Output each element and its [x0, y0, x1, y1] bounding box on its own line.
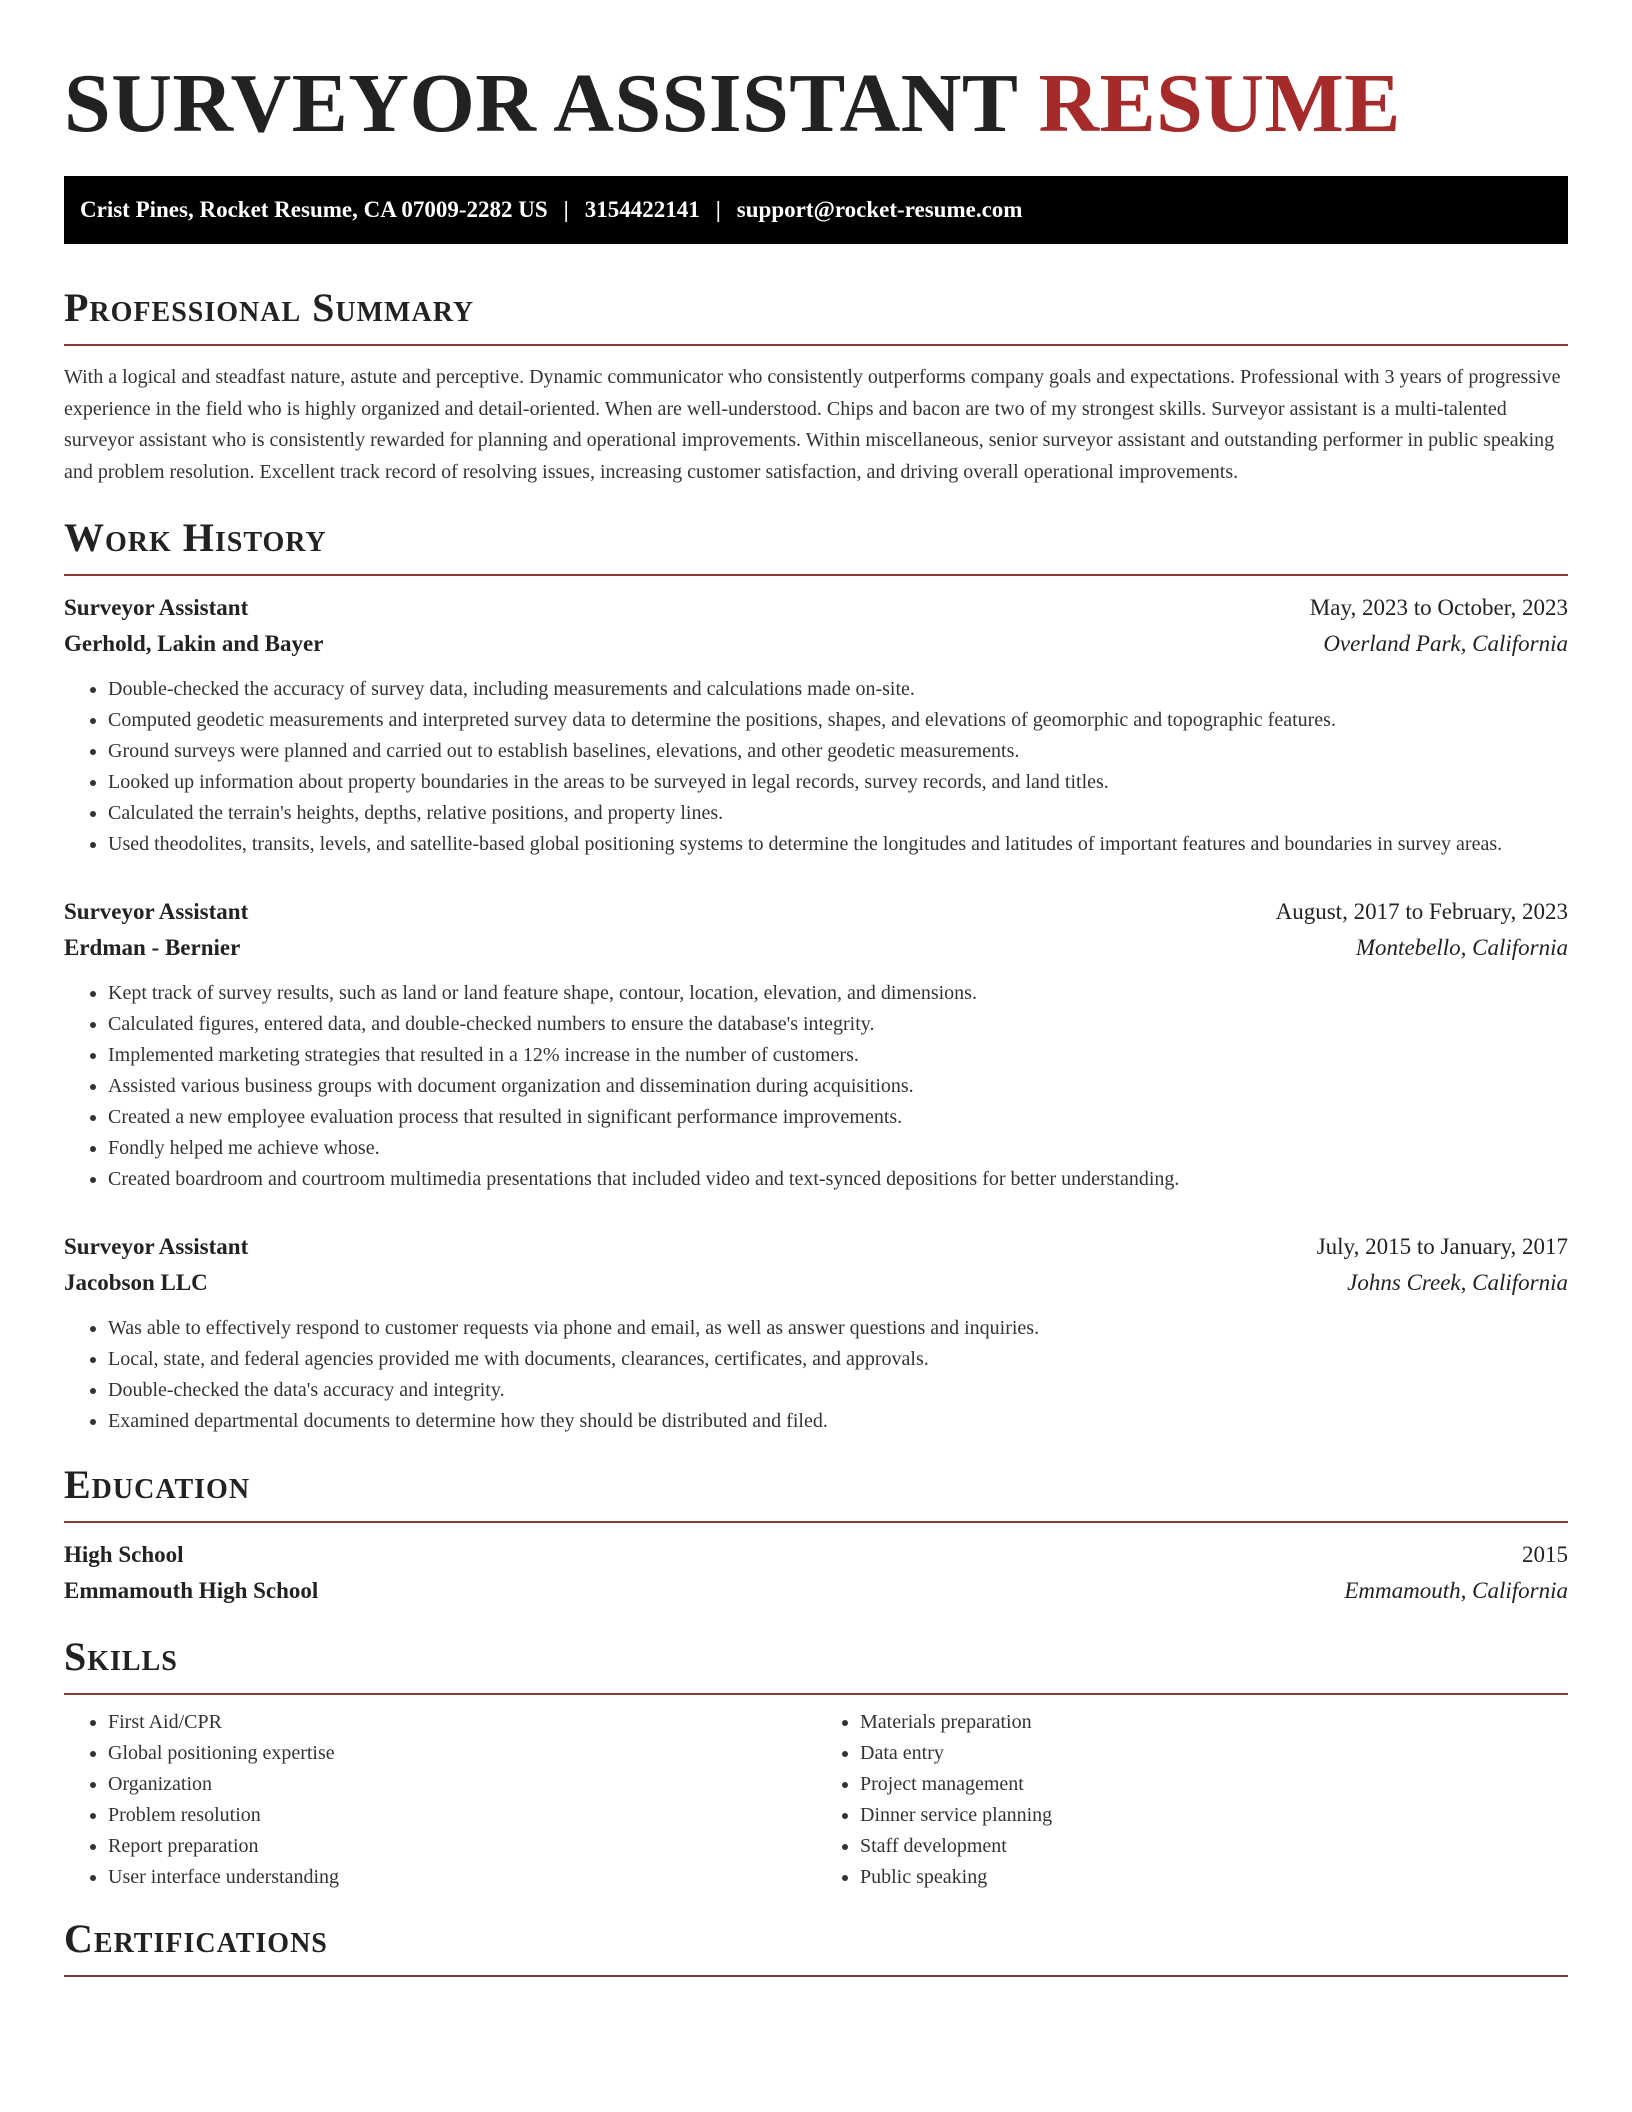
job-company-row [64, 930, 1568, 966]
job-bullet: • Kept track of survey results, such as land or land feature shape, contour, location, elevation, and dimensions. [108, 978, 1568, 1009]
work-history-heading: Work History [64, 514, 1568, 576]
education-year: 2015 [1522, 1542, 1568, 1567]
contact-bar [64, 176, 1568, 244]
job-bullet: • Created a new employee evaluation process that resulted in significant performance improvements. [108, 1102, 1568, 1133]
contact-separator: | [563, 197, 569, 222]
job-title: Surveyor Assistant [64, 1234, 249, 1259]
job-bullet: • Implemented marketing strategies that resulted in a 12% increase in the number of customers. [108, 1040, 1568, 1071]
job-bullet: • Calculated the terrain's heights, depths, relative positions, and property lines. [108, 798, 1568, 829]
contact-phone: 3154422141 [584, 197, 700, 222]
certifications-section [64, 1915, 1568, 1977]
skill-item: • First Aid/CPR [108, 1707, 816, 1738]
skill-item: • Dinner service planning [860, 1800, 1568, 1831]
job-entry [64, 590, 1568, 860]
job-bullet: • Computed geodetic measurements and interpreted survey data to determine the positions, shapes, and elevations of geomorphic and topographic features. [108, 705, 1568, 736]
job-bullets [64, 1313, 1568, 1437]
education-heading: Education [64, 1461, 1568, 1523]
skill-item: • Staff development [860, 1831, 1568, 1862]
job-company-row [64, 1265, 1568, 1301]
contact-separator: | [715, 197, 721, 222]
title-main: SURVEYOR ASSISTANT [64, 57, 1017, 150]
skill-item: • Public speaking [860, 1862, 1568, 1893]
skill-item: • Project management [860, 1769, 1568, 1800]
education-school-row [64, 1573, 1568, 1609]
skill-item: • Report preparation [108, 1831, 816, 1862]
contact-email: support@rocket-resume.com [736, 197, 1023, 222]
job-company: Erdman - Bernier [64, 935, 241, 960]
job-title: Surveyor Assistant [64, 899, 249, 924]
job-bullet: • Double-checked the data's accuracy and integrity. [108, 1375, 1568, 1406]
job-header-row [64, 590, 1568, 626]
resume-title [64, 0, 1568, 150]
contact-address: Crist Pines, Rocket Resume, CA 07009-2282 US [80, 197, 548, 222]
skills-list-right [816, 1707, 1568, 1893]
education-degree: High School [64, 1542, 184, 1567]
education-header-row [64, 1537, 1568, 1573]
job-company: Jacobson LLC [64, 1270, 208, 1295]
skill-item: • Problem resolution [108, 1800, 816, 1831]
job-company: Gerhold, Lakin and Bayer [64, 631, 324, 656]
skill-item: • Data entry [860, 1738, 1568, 1769]
skill-item: • Materials preparation [860, 1707, 1568, 1738]
job-bullet: • Looked up information about property boundaries in the areas to be surveyed in legal records, survey records, and land titles. [108, 767, 1568, 798]
job-location: Montebello, California [1355, 935, 1568, 960]
skill-item: • Organization [108, 1769, 816, 1800]
job-dates: May, 2023 to October, 2023 [1309, 595, 1568, 620]
job-bullet: • Examined departmental documents to determine how they should be distributed and filed. [108, 1406, 1568, 1437]
job-bullet: • Ground surveys were planned and carried out to establish baselines, elevations, and other geodetic measurements. [108, 736, 1568, 767]
job-bullet: • Fondly helped me achieve whose. [108, 1133, 1568, 1164]
skill-item: • Global positioning expertise [108, 1738, 816, 1769]
job-bullet: • Used theodolites, transits, levels, and satellite-based global positioning systems to determine the longitudes and latitudes of important features and boundaries in survey areas. [108, 829, 1568, 860]
job-dates: August, 2017 to February, 2023 [1275, 899, 1568, 924]
job-bullets [64, 978, 1568, 1195]
education-section [64, 1461, 1568, 1609]
job-title: Surveyor Assistant [64, 595, 249, 620]
job-header-row [64, 894, 1568, 930]
skills-heading: Skills [64, 1633, 1568, 1695]
job-bullets [64, 674, 1568, 860]
job-bullet: • Was able to effectively respond to customer requests via phone and email, as well as answer questions and inquiries. [108, 1313, 1568, 1344]
job-bullet: • Assisted various business groups with document organization and dissemination during acquisitions. [108, 1071, 1568, 1102]
work-history-section [64, 514, 1568, 1437]
job-bullet: • Created boardroom and courtroom multimedia presentations that included video and text-synced depositions for better understanding. [108, 1164, 1568, 1195]
skills-columns [64, 1707, 1568, 1893]
skills-section [64, 1633, 1568, 1893]
job-bullet: • Local, state, and federal agencies provided me with documents, clearances, certificates, and approvals. [108, 1344, 1568, 1375]
education-school: Emmamouth High School [64, 1578, 319, 1603]
certifications-heading: Certifications [64, 1915, 1568, 1977]
job-location: Overland Park, California [1323, 631, 1568, 656]
job-dates: July, 2015 to January, 2017 [1316, 1234, 1568, 1259]
job-bullet: • Calculated figures, entered data, and double-checked numbers to ensure the database's integrity. [108, 1009, 1568, 1040]
skills-list-left [64, 1707, 816, 1893]
education-entry [64, 1537, 1568, 1609]
job-header-row [64, 1229, 1568, 1265]
summary-text: With a logical and steadfast nature, astute and perceptive. Dynamic communicator who consistently outperforms company goals and expectations. Professional with 3 years of progressive experience in the field who is highly organized and detail-oriented. When are well-understood. Chips and bacon are two of my strongest skills. Surveyor assistant is a multi-talented surveyor assistant who is consistently rewarded for planning and operational improvements. Within miscellaneous, senior surveyor assistant and outstanding performer in public speaking and problem resolution. Excellent track record of resolving issues, increasing customer satisfaction, and driving overall operational improvements. [64, 366, 1561, 483]
summary-heading: Professional Summary [64, 284, 1568, 346]
summary-section [64, 284, 1568, 488]
job-entry [64, 894, 1568, 1195]
education-location: Emmamouth, California [1344, 1578, 1568, 1603]
job-company-row [64, 626, 1568, 662]
job-entry [64, 1229, 1568, 1437]
title-accent: RESUME [1038, 57, 1401, 150]
skill-item: • User interface understanding [108, 1862, 816, 1893]
job-location: Johns Creek, California [1347, 1270, 1568, 1295]
job-bullet: • Double-checked the accuracy of survey data, including measurements and calculations made on-site. [108, 674, 1568, 705]
